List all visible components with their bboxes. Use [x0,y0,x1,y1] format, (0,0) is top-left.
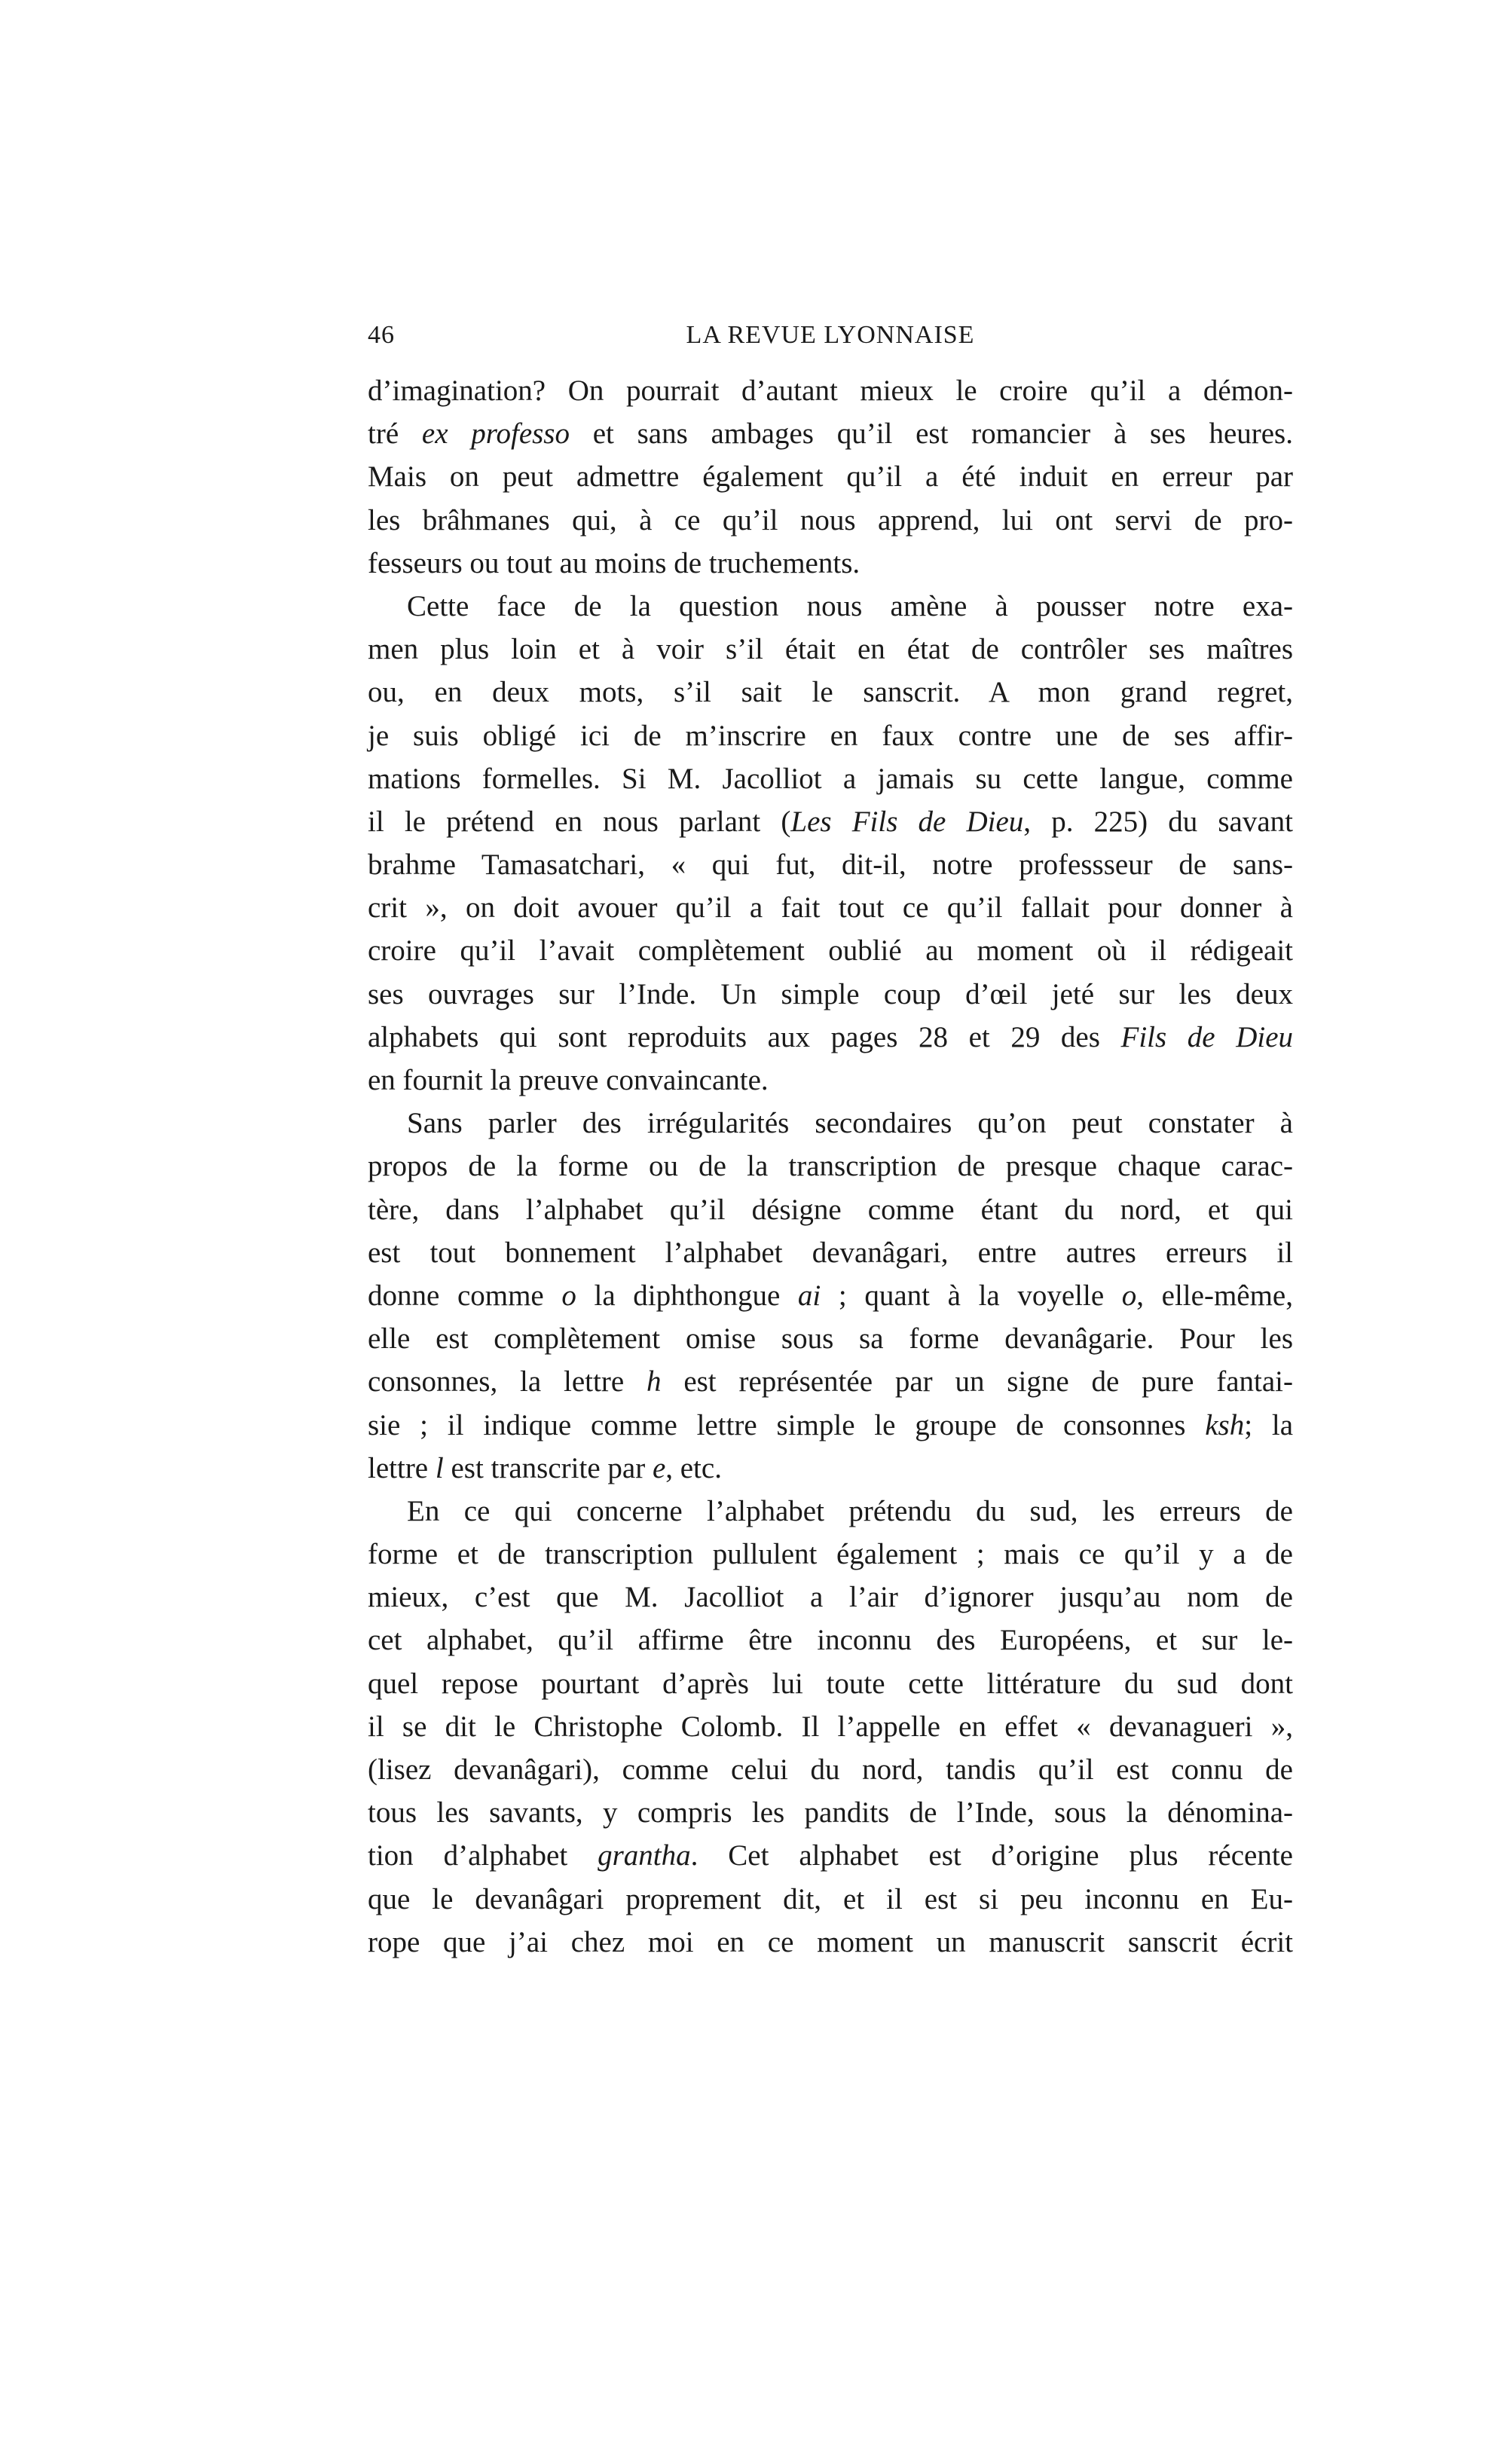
text-run: En ce qui concerne l’alphabet prétendu du sud, les erreurs de [407,1494,1293,1527]
italic-text: o [1121,1279,1137,1312]
text-run: elle est complètement omise sous sa forme devanâgarie. Pour les [368,1322,1293,1356]
text-run: alphabets qui sont reproduits aux pages 28 et 29 des [368,1020,1121,1053]
italic-text: o [561,1279,576,1312]
text-line [368,1878,1293,1921]
text-line [368,369,1293,412]
text-run: est représentée par un signe de pure fantai- [661,1365,1293,1399]
text-run: tous les savants, y compris les pandits de l’Inde, sous la dénomina- [368,1796,1293,1830]
text-line [368,412,1293,455]
text-run: brahme Tamasatchari, « qui fut, dit-il, notre professseur de sans- [368,848,1293,882]
text-run: Sans parler des irrégularités secondaires qu’on peut constater à [407,1107,1293,1140]
text-line [368,1404,1293,1447]
book-page [368,315,1293,1964]
text-run: quel repose pourtant d’après lui toute cette littérature du sud dont [368,1667,1293,1700]
text-run: fesseurs ou tout au moins de truchements. [368,546,861,579]
text-run: en fournit la preuve convaincante. [368,1064,769,1096]
running-header [368,315,1293,360]
text-line [368,973,1293,1016]
text-line [368,1188,1293,1231]
text-line [368,1921,1293,1964]
text-line [368,1619,1293,1662]
text-run: croire qu’il l’avait complètement oublié au moment où il rédigeait [368,934,1293,968]
running-title: LA REVUE LYONNAISE [686,321,975,349]
text-line [368,757,1293,800]
text-line [368,843,1293,886]
text-run: cet alphabet, qu’il affirme être inconnu des Européens, et sur le- [368,1624,1293,1657]
italic-text: grantha [598,1839,691,1872]
text-run: , p. 225) du savant [1023,805,1293,838]
text-run: consonnes, la lettre [368,1365,647,1399]
italic-text: Fils de Dieu [1120,1020,1294,1053]
paragraph [368,1490,1293,1964]
text-line [368,1791,1293,1834]
text-line [368,1662,1293,1705]
text-run: lettre [368,1451,436,1484]
text-run: sie ; il indique comme lettre simple le groupe de consonnes [368,1408,1206,1441]
text-line [368,714,1293,757]
text-line [368,929,1293,972]
text-line [368,800,1293,843]
text-line [368,499,1293,542]
italic-text: ai [797,1279,821,1312]
text-line [368,1748,1293,1791]
italic-text: e [652,1451,666,1484]
text-line [368,1016,1293,1059]
text-run: et sans ambages qu’il est romancier à ses heures. [569,417,1293,451]
text-run: ou, en deux mots, s’il sait le sanscrit. A mon grand regret, [368,676,1293,709]
text-run: je suis obligé ici de m’inscrire en faux contre une de ses affir- [368,719,1293,752]
text-run: (lisez devanâgari), comme celui du nord, tandis qu’il est connu de [368,1753,1293,1786]
text-run: d’imagination? On pourrait d’autant mieux le croire qu’il a démon- [368,374,1293,407]
text-run: forme et de transcription pullulent également ; mais ce qu’il y a de [368,1538,1293,1571]
text-run: mations formelles. Si M. Jacolliot a jamais su cette langue, comme [368,762,1293,795]
text-run: Mais on peut admettre également qu’il a été induit en erreur par [368,460,1293,494]
text-line [368,1231,1293,1274]
italic-text: Les Fils de Dieu [790,805,1024,838]
text-line [368,1705,1293,1748]
text-run: il le prétend en nous parlant ( [368,805,791,838]
text-run: mieux, c’est que M. Jacolliot a l’air d’ignorer jusqu’au nom de [368,1581,1293,1614]
text-run: ; quant à la voyelle [821,1279,1122,1312]
text-line [368,628,1293,671]
text-run: rope que j’ai chez moi en ce moment un manuscrit sanscrit écrit [368,1925,1293,1958]
text-run: que le devanâgari proprement dit, et il est si peu inconnu en Eu- [368,1882,1293,1915]
paragraph [368,1102,1293,1490]
text-run: Cette face de la question nous amène à pousser notre exa- [407,589,1293,622]
text-line [368,585,1293,628]
text-run: propos de la forme ou de la transcription de presque chaque carac- [368,1150,1293,1183]
text-run: , elle-même, [1136,1279,1293,1312]
text-run: donne comme [368,1279,562,1312]
paragraph [368,585,1293,1102]
text-line [368,1533,1293,1576]
text-line [368,1102,1293,1145]
italic-text: h [646,1365,662,1399]
text-line [368,542,1293,585]
text-run: crit », on doit avouer qu’il a fait tout ce qu’il fallait pour donner à [368,891,1293,925]
text-line [368,455,1293,498]
text-line [368,671,1293,714]
text-run: ses ouvrages sur l’Inde. Un simple coup d’œil jeté sur les deux [368,977,1293,1010]
text-run: la diphthongue [576,1279,798,1312]
paragraph [368,369,1293,585]
text-run: tré [368,417,422,451]
text-run: les brâhmanes qui, à ce qu’il nous apprend, lui ont servi de pro- [368,503,1293,537]
page-body [368,369,1293,1964]
italic-text: ex professo [421,417,570,451]
text-run: ; la [1244,1408,1293,1441]
text-run: il se dit le Christophe Colomb. Il l’appelle en effet « devanagueri », [368,1710,1293,1743]
italic-text: ksh [1205,1408,1245,1441]
text-line [368,1317,1293,1360]
text-run: tion d’alphabet [368,1839,598,1872]
text-run: est transcrite par [443,1451,653,1484]
text-line [368,1274,1293,1317]
text-run: men plus loin et à voir s’il était en état de contrôler ses maîtres [368,633,1293,666]
text-run: . Cet alphabet est d’origine plus récente [690,1839,1293,1872]
text-line [368,1447,1293,1490]
italic-text: l [435,1451,444,1484]
text-line [368,1490,1293,1533]
text-line [368,1576,1293,1619]
text-line [368,1059,1293,1102]
text-run: tère, dans l’alphabet qu’il désigne comme étant du nord, et qui [368,1193,1293,1226]
text-run: est tout bonnement l’alphabet devanâgari, entre autres erreurs il [368,1236,1293,1269]
text-line [368,1360,1293,1403]
text-line [368,886,1293,929]
text-run: , etc. [665,1451,722,1484]
text-line [368,1834,1293,1877]
page-number: 46 [368,321,395,349]
text-line [368,1145,1293,1188]
